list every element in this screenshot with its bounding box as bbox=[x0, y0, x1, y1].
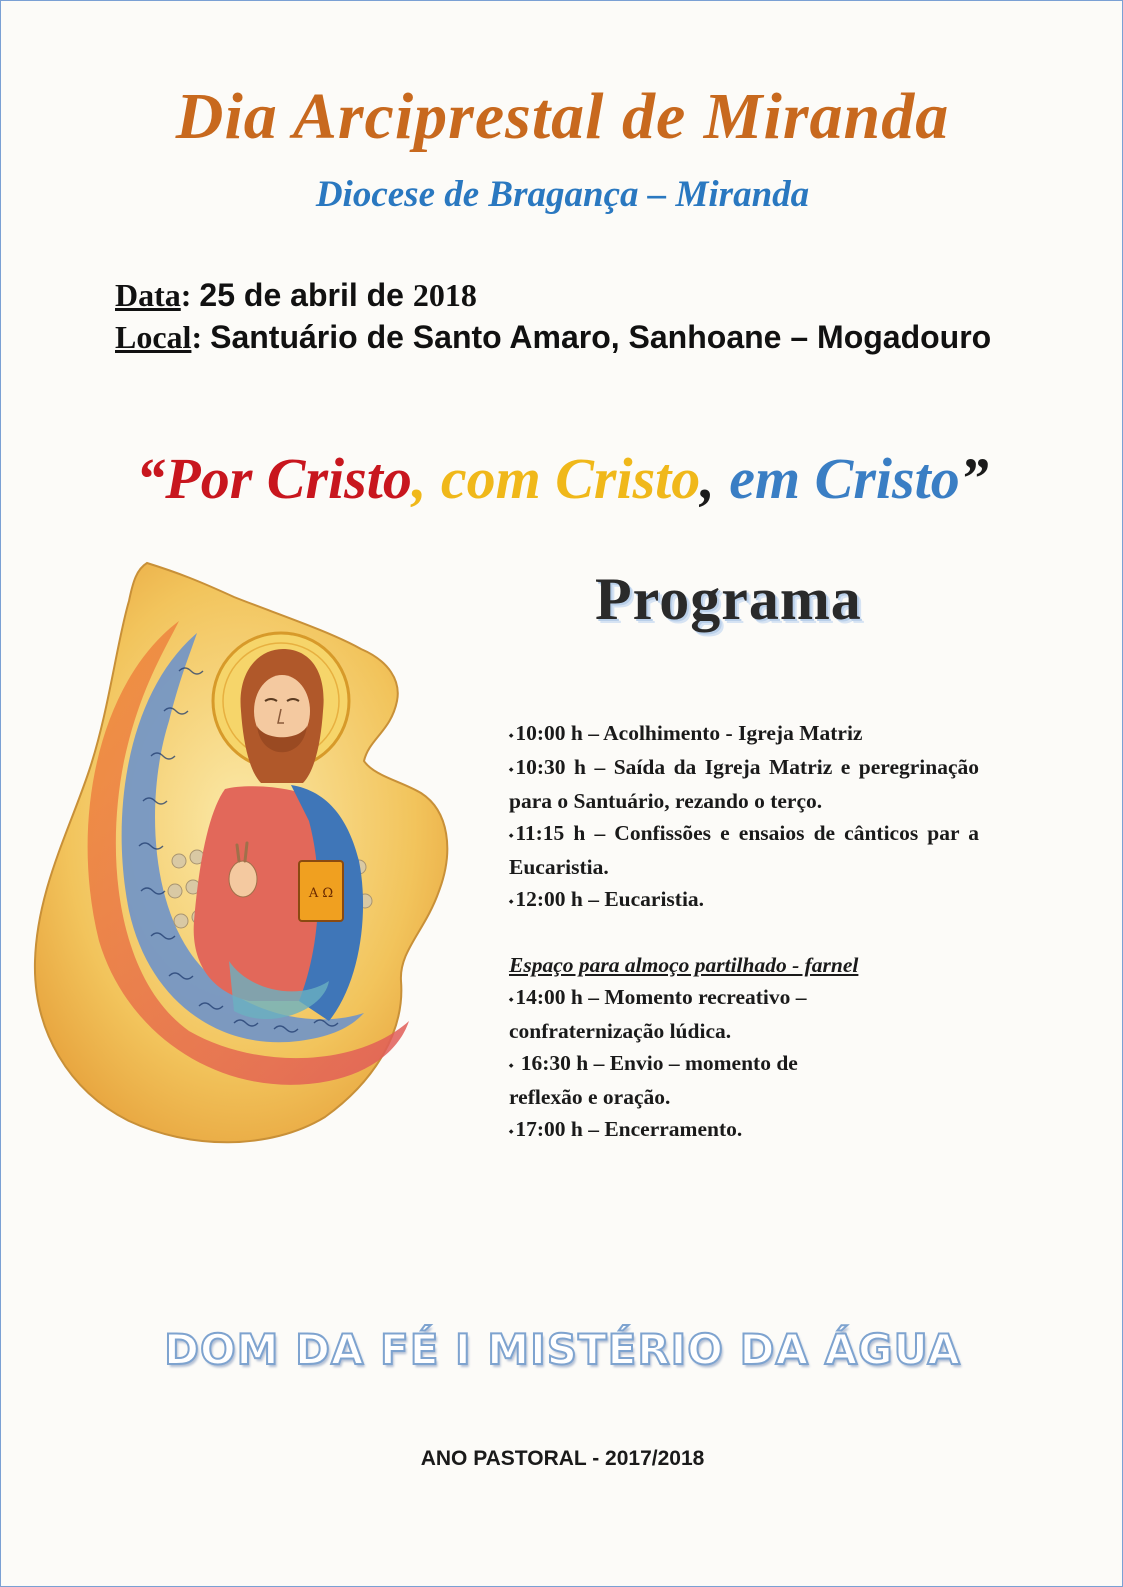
schedule-time: 16:30 h bbox=[515, 1051, 589, 1076]
motto-part-1: Por Cristo bbox=[165, 446, 412, 511]
date-value bbox=[199, 277, 476, 313]
schedule-text: – Momento recreativo – confraternização lúdica. bbox=[509, 985, 807, 1044]
date-colon: : bbox=[180, 277, 200, 313]
spacer bbox=[509, 917, 979, 949]
bullet-icon: ⬩ bbox=[509, 1058, 514, 1073]
date-line bbox=[115, 277, 477, 314]
schedule-item bbox=[509, 817, 979, 883]
schedule-time: 14:00 h bbox=[515, 985, 583, 1010]
pastoral-year-footer: ANO PASTORAL - 2017/2018 bbox=[420, 1447, 705, 1470]
schedule-text: – Confissões e ensaios de cânticos par a Eucaristia. bbox=[509, 821, 979, 880]
diocese-subtitle: Diocese de Bragança – Miranda bbox=[315, 174, 810, 215]
bullet-icon: ⬩ bbox=[509, 894, 514, 909]
motto bbox=[1, 445, 1123, 512]
motto-sep-1: , bbox=[411, 446, 441, 511]
motto-open-quote: “ bbox=[136, 446, 166, 511]
schedule-text: – Eucaristia. bbox=[582, 887, 705, 912]
motto-sep-2: , bbox=[700, 446, 730, 511]
bullet-icon: ⬩ bbox=[509, 762, 514, 777]
schedule-time: 12:00 h bbox=[515, 887, 583, 912]
programa-heading: Programa bbox=[595, 566, 862, 632]
date-value-year: 2018 bbox=[412, 277, 477, 313]
date-label: Data bbox=[115, 277, 181, 313]
schedule-time: 11:15 h bbox=[515, 821, 586, 846]
event-title: Dia Arciprestal de Miranda bbox=[175, 80, 950, 153]
schedule-text: – Encerramento. bbox=[582, 1117, 743, 1142]
lunch-section-label: Espaço para almoço partilhado - farnel bbox=[509, 953, 859, 978]
schedule-time: 10:00 h bbox=[515, 721, 583, 745]
motto-part-3: em Cristo bbox=[729, 446, 960, 511]
location-label: Local bbox=[115, 319, 192, 355]
location-value: Santuário de Santo Amaro, Sanhoane – Mogadouro bbox=[210, 319, 992, 355]
schedule-text: – Saída da Igreja Matriz e peregrinação para o Santuário, rezando o terço. bbox=[509, 755, 979, 814]
schedule-item bbox=[509, 1047, 869, 1113]
schedule-time: 17:00 h bbox=[515, 1117, 583, 1142]
location-colon: : bbox=[191, 319, 211, 355]
schedule-time: 10:30 h bbox=[515, 755, 586, 780]
schedule-text: – Acolhimento - Igreja Matriz bbox=[582, 721, 863, 745]
location-line bbox=[115, 319, 991, 356]
bullet-icon: ⬩ bbox=[509, 728, 514, 743]
schedule-item bbox=[509, 751, 979, 817]
theme-banner: DOM DA FÉ I MISTÉRIO DA ÁGUA bbox=[164, 1325, 961, 1374]
schedule-item bbox=[509, 1113, 979, 1147]
book-letters: Α Ω bbox=[308, 886, 334, 901]
motto-part-2: com Cristo bbox=[440, 446, 701, 511]
christ-pantocrator-illustration bbox=[29, 561, 469, 1151]
schedule-item bbox=[509, 981, 889, 1047]
schedule-text: – Envio – momento de reflexão e oração. bbox=[509, 1051, 798, 1110]
bullet-icon: ⬩ bbox=[509, 992, 514, 1007]
schedule-list bbox=[509, 717, 979, 1147]
date-value-main: 25 de abril de bbox=[199, 277, 413, 313]
motto-close-quote: ” bbox=[959, 446, 989, 511]
schedule-item bbox=[509, 717, 979, 751]
bullet-icon: ⬩ bbox=[509, 1124, 514, 1139]
bullet-icon: ⬩ bbox=[509, 828, 514, 843]
schedule-item bbox=[509, 883, 979, 917]
